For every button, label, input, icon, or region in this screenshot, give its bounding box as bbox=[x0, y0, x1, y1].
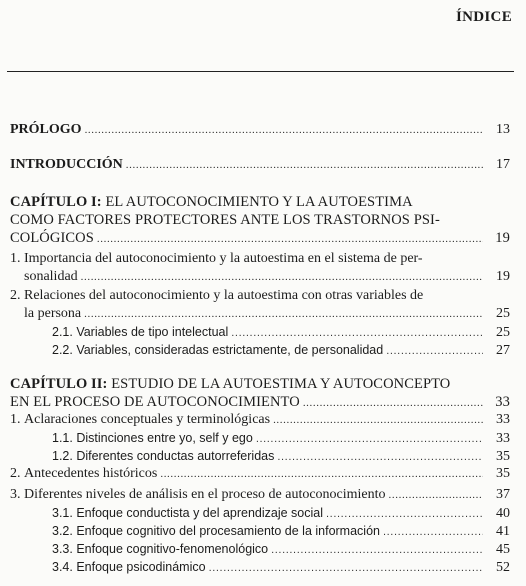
leader-dots bbox=[126, 156, 483, 174]
toc-page-number: 52 bbox=[496, 560, 510, 575]
leader-dots bbox=[81, 268, 483, 286]
toc-entry-2-1-2[interactable] bbox=[52, 447, 510, 466]
toc-entry-text: 2.2. Variables, consideradas estrictamente, de personalidad bbox=[52, 343, 384, 357]
toc-entry-1-2-1[interactable] bbox=[52, 323, 510, 342]
toc-entry-text: Diferentes niveles de análisis en el proceso de autoconocimiento bbox=[24, 487, 386, 502]
toc-page-number: 45 bbox=[496, 542, 510, 557]
leader-dots bbox=[231, 324, 483, 342]
chapter-title-line: EL AUTOCONOCIMIENTO Y LA AUTOESTIMA bbox=[105, 194, 413, 210]
toc-entry-1-2-2[interactable] bbox=[52, 341, 510, 360]
toc-page-number: 41 bbox=[496, 524, 510, 539]
toc-page-number: 40 bbox=[496, 506, 510, 521]
header-rule bbox=[7, 71, 514, 72]
item-number: 2. bbox=[10, 466, 21, 481]
leader-dots bbox=[160, 465, 483, 483]
toc-entry-2-3[interactable] bbox=[24, 486, 510, 504]
toc-page-number: 27 bbox=[496, 343, 510, 358]
toc-page-number: 17 bbox=[496, 157, 510, 172]
toc-entry-chapter-1[interactable] bbox=[10, 229, 510, 248]
toc-entry-prologo[interactable] bbox=[10, 121, 510, 139]
toc-chapter-1-heading[interactable] bbox=[10, 193, 510, 211]
page-header-title: ÍNDICE bbox=[456, 9, 512, 25]
toc-entry-2-3-1[interactable] bbox=[52, 504, 510, 523]
toc-entry-text: 3.1. Enfoque conductista y del aprendizaje social bbox=[52, 506, 324, 520]
leader-dots bbox=[273, 411, 483, 429]
toc-chapter-2-heading[interactable] bbox=[10, 375, 510, 393]
toc-entry-text: 1.2. Diferentes conductas autorreferidas bbox=[52, 449, 275, 463]
toc-entry-2-3-3[interactable] bbox=[52, 540, 510, 559]
toc-label: INTRODUCCIÓN bbox=[10, 157, 123, 172]
toc-entry-text: 1.1. Distinciones entre yo, self y ego bbox=[52, 431, 253, 445]
toc-entry-introduccion[interactable] bbox=[10, 156, 510, 174]
toc-entry-chapter-2[interactable] bbox=[10, 393, 510, 412]
leader-dots bbox=[386, 342, 483, 360]
leader-dots bbox=[84, 305, 483, 323]
toc-page-number: 35 bbox=[496, 449, 510, 464]
toc-page-number: 37 bbox=[496, 487, 510, 502]
item-number: 1. bbox=[10, 412, 21, 427]
toc-entry-text[interactable]: Relaciones del autoconocimiento y la autoestima con otras variables de bbox=[24, 288, 424, 303]
toc-page-number: 25 bbox=[496, 325, 510, 340]
chapter-title-line: ESTUDIO DE LA AUTOESTIMA Y AUTOCONCEPTO bbox=[111, 376, 451, 392]
leader-dots bbox=[277, 448, 483, 466]
toc-entry-text[interactable]: Importancia del autoconocimiento y la autoestima en el sistema de per- bbox=[24, 251, 423, 266]
toc-entry-2-2[interactable] bbox=[24, 465, 510, 483]
chapter-title-line: COMO FACTORES PROTECTORES ANTE LOS TRASTORNOS PSI- bbox=[10, 212, 440, 228]
leader-dots bbox=[209, 559, 483, 577]
toc-page-number: 19 bbox=[495, 230, 510, 246]
toc-entry-text: la persona bbox=[24, 306, 82, 321]
toc-entry-2-3-4[interactable] bbox=[52, 558, 510, 577]
toc-entry-text: Antecedentes históricos bbox=[24, 466, 158, 481]
toc-entry-text: Aclaraciones conceptuales y terminológicas bbox=[24, 412, 271, 427]
item-number: 2. bbox=[10, 288, 21, 303]
toc-label: PRÓLOGO bbox=[10, 122, 82, 137]
chapter-label: CAPÍTULO II: bbox=[10, 376, 108, 392]
leader-dots bbox=[326, 505, 483, 523]
toc-page-number: 25 bbox=[496, 306, 510, 321]
leader-dots bbox=[256, 430, 483, 448]
chapter-title-line: EN EL PROCESO DE AUTOCONOCIMIENTO bbox=[10, 394, 300, 410]
toc-page-number: 33 bbox=[496, 431, 510, 446]
leader-dots bbox=[85, 121, 483, 139]
item-number: 3. bbox=[10, 487, 21, 502]
toc-entry-2-1[interactable] bbox=[24, 411, 510, 429]
toc-page-number: 33 bbox=[495, 394, 510, 410]
toc-entry-text: 3.2. Enfoque cognitivo del procesamiento de la información bbox=[52, 524, 380, 538]
chapter-title-line: COLÓGICOS bbox=[10, 230, 94, 246]
leader-dots bbox=[271, 541, 483, 559]
toc-page-number: 19 bbox=[496, 269, 510, 284]
leader-dots bbox=[97, 230, 483, 248]
toc-entry-2-3-2[interactable] bbox=[52, 522, 510, 541]
item-number: 1. bbox=[10, 251, 21, 266]
chapter-label: CAPÍTULO I: bbox=[10, 194, 102, 210]
toc-entry-1-1[interactable] bbox=[24, 268, 510, 286]
toc-page-number: 35 bbox=[496, 466, 510, 481]
toc-entry-2-1-1[interactable] bbox=[52, 429, 510, 448]
toc-entry-1-2[interactable] bbox=[24, 305, 510, 323]
toc-entry-text: sonalidad bbox=[24, 269, 78, 284]
toc-entry-text: 2.1. Variables de tipo intelectual bbox=[52, 325, 229, 339]
toc-page-number: 13 bbox=[496, 122, 510, 137]
toc-page-number: 33 bbox=[496, 412, 510, 427]
toc-entry-text: 3.4. Enfoque psicodinámico bbox=[52, 560, 206, 574]
toc-entry-text: 3.3. Enfoque cognitivo-fenomenológico bbox=[52, 542, 269, 556]
leader-dots bbox=[303, 394, 483, 412]
leader-dots bbox=[389, 486, 483, 504]
leader-dots bbox=[383, 523, 483, 541]
